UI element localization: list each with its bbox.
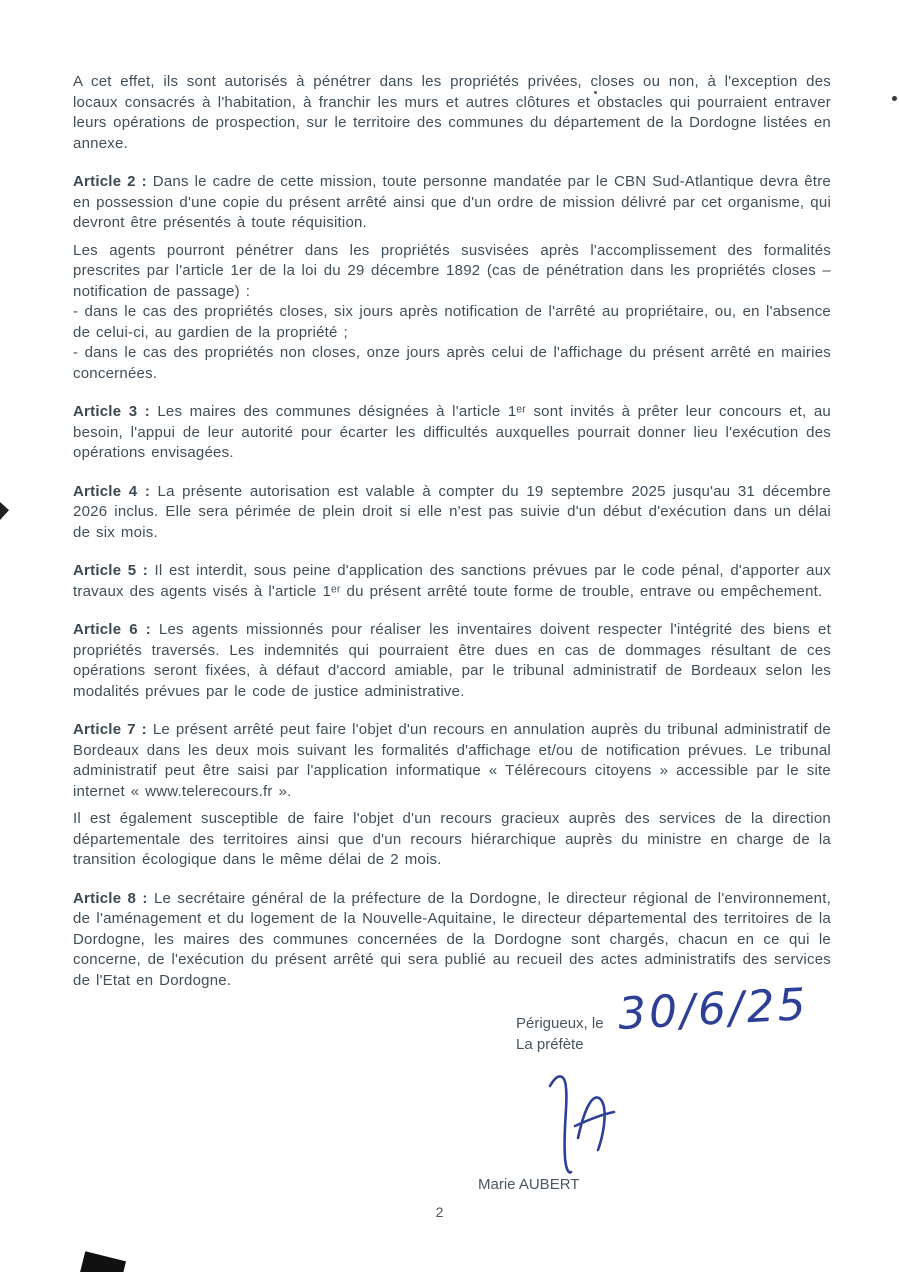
article-2-paragraph-2: Les agents pourront pénétrer dans les propriétés susvisées après l'accomplissement des formalités prescrites par l'article 1er de la loi du 29 décembre 1892 (cas de pénétration dans les propriétés closes – notification de passage) : <box>73 241 831 300</box>
ink-speck <box>594 91 597 94</box>
scan-artifact-left-edge <box>0 502 9 520</box>
article-8-label: Article 8 : <box>73 889 148 907</box>
signatory-name: Marie AUBERT <box>478 1176 580 1193</box>
article-4-text: La présente autorisation est valable à compter du 19 septembre 2025 jusqu'au 31 décembre 2026 inclus. Elle sera périmée de plein droit si elle n'est pas suivie d'un début d'exécution dans un délai de six mois. <box>73 482 831 541</box>
signature-place-line: Périgueux, le <box>516 1015 604 1032</box>
article-3-label: Article 3 : <box>73 403 150 420</box>
document-body <box>73 72 831 991</box>
article-2-text: Dans le cadre de cette mission, toute personne mandatée par le CBN Sud-Atlantique devra être en possession d'une copie du présent arrêté ainsi que d'un ordre de mission délivré par cet organisme, qui devront être présentés à toute réquisition. <box>73 173 831 231</box>
intro-paragraph: A cet effet, ils sont autorisés à pénétrer dans les propriétés privées, closes ou non, à l'exception des locaux consacrés à l'habitation, à franchir les murs et autres clôtures et obstacles qui pourraient entraver leurs opérations de prospection, sur le territoire des communes du département de la Dordogne listées en annexe. <box>73 73 831 152</box>
article-5-label: Article 5 : <box>73 562 149 579</box>
article-2-label: Article 2 : <box>73 173 147 190</box>
signature-scribble <box>520 1066 630 1176</box>
article-7-label: Article 7 : <box>73 721 147 738</box>
signature-role-line: La préfète <box>516 1036 584 1053</box>
article-2-dash-item-1: - dans le cas des propriétés closes, six jours après notification de l'arrêté au propriétaire, ou, en l'absence de celui-ci, au gardien de la propriété ; <box>73 303 831 341</box>
article-4-paragraph <box>73 482 831 544</box>
article-5-text: Il est interdit, sous peine d'application des sanctions prévues par le code pénal, d'apporter aux travaux des agents visés à l'article 1ᵉʳ du présent arrêté toute forme de trouble, entrave ou empêchement. <box>73 562 831 600</box>
article-7-text: Le présent arrêté peut faire l'objet d'un recours en annulation auprès du tribunal administratif de Bordeaux dans les deux mois suivant les formalités d'affichage et/ou de notification prévues. Le tribunal administratif peut être saisi par l'application informatique « Télérecours citoyens » accessible par le site internet « www.telerecours.fr ». <box>73 721 831 800</box>
article-2-dash-item-2: - dans le cas des propriétés non closes, onze jours après celui de l'affichage du présent arrêté en mairies concernées. <box>73 344 831 382</box>
article-8-text: Le secrétaire général de la préfecture de la Dordogne, le directeur régional de l'environnement, de l'aménagement et du logement de la Nouvelle-Aquitaine, le directeur départemental des territoires de la Dordogne, les maires des communes concernées de la Dordogne sont chargés, chacun en ce qui le concerne, de l'exécution du présent arrêté qui sera publié au recueil des actes administratifs des services de l'Etat en Dordogne. <box>73 889 831 989</box>
article-6-label: Article 6 : <box>73 621 151 638</box>
article-5-paragraph <box>73 561 831 602</box>
article-3-paragraph <box>73 402 831 464</box>
signature-block <box>516 1013 604 1055</box>
page-number: 2 <box>435 1204 444 1220</box>
article-7-paragraph <box>73 720 831 802</box>
handwritten-date: 30/6/25 <box>616 979 810 1040</box>
article-6-paragraph <box>73 620 831 702</box>
scan-artifact-right-dot <box>892 96 897 101</box>
article-2-paragraph <box>73 172 831 234</box>
article-7-paragraph-2: Il est également susceptible de faire l'objet d'un recours gracieux auprès des services de la direction départementale des territoires ainsi que d'un recours hiérarchique auprès du ministre en charge de la transition écologique dans le même délai de 2 mois. <box>73 810 831 868</box>
article-6-text: Les agents missionnés pour réaliser les inventaires doivent respecter l'intégrité des biens et propriétés traversés. Les indemnités qui pourraient être dues en cas de dommages résultant de ces opérations seront fixées, à défaut d'accord amiable, par le tribunal administratif de Bordeaux selon les modalités prévues par le code de justice administrative. <box>73 621 831 700</box>
article-8-paragraph <box>73 889 831 992</box>
scan-artifact-bottom-corner <box>80 1251 126 1272</box>
article-3-text: Les maires des communes désignées à l'article 1ᵉʳ sont invités à prêter leur concours et, au besoin, l'appui de leur autorité pour écarter les difficultés auxquelles pourrait donner lieu l'exécution des opérations envisagées. <box>73 403 831 461</box>
article-4-label: Article 4 : <box>73 482 151 500</box>
